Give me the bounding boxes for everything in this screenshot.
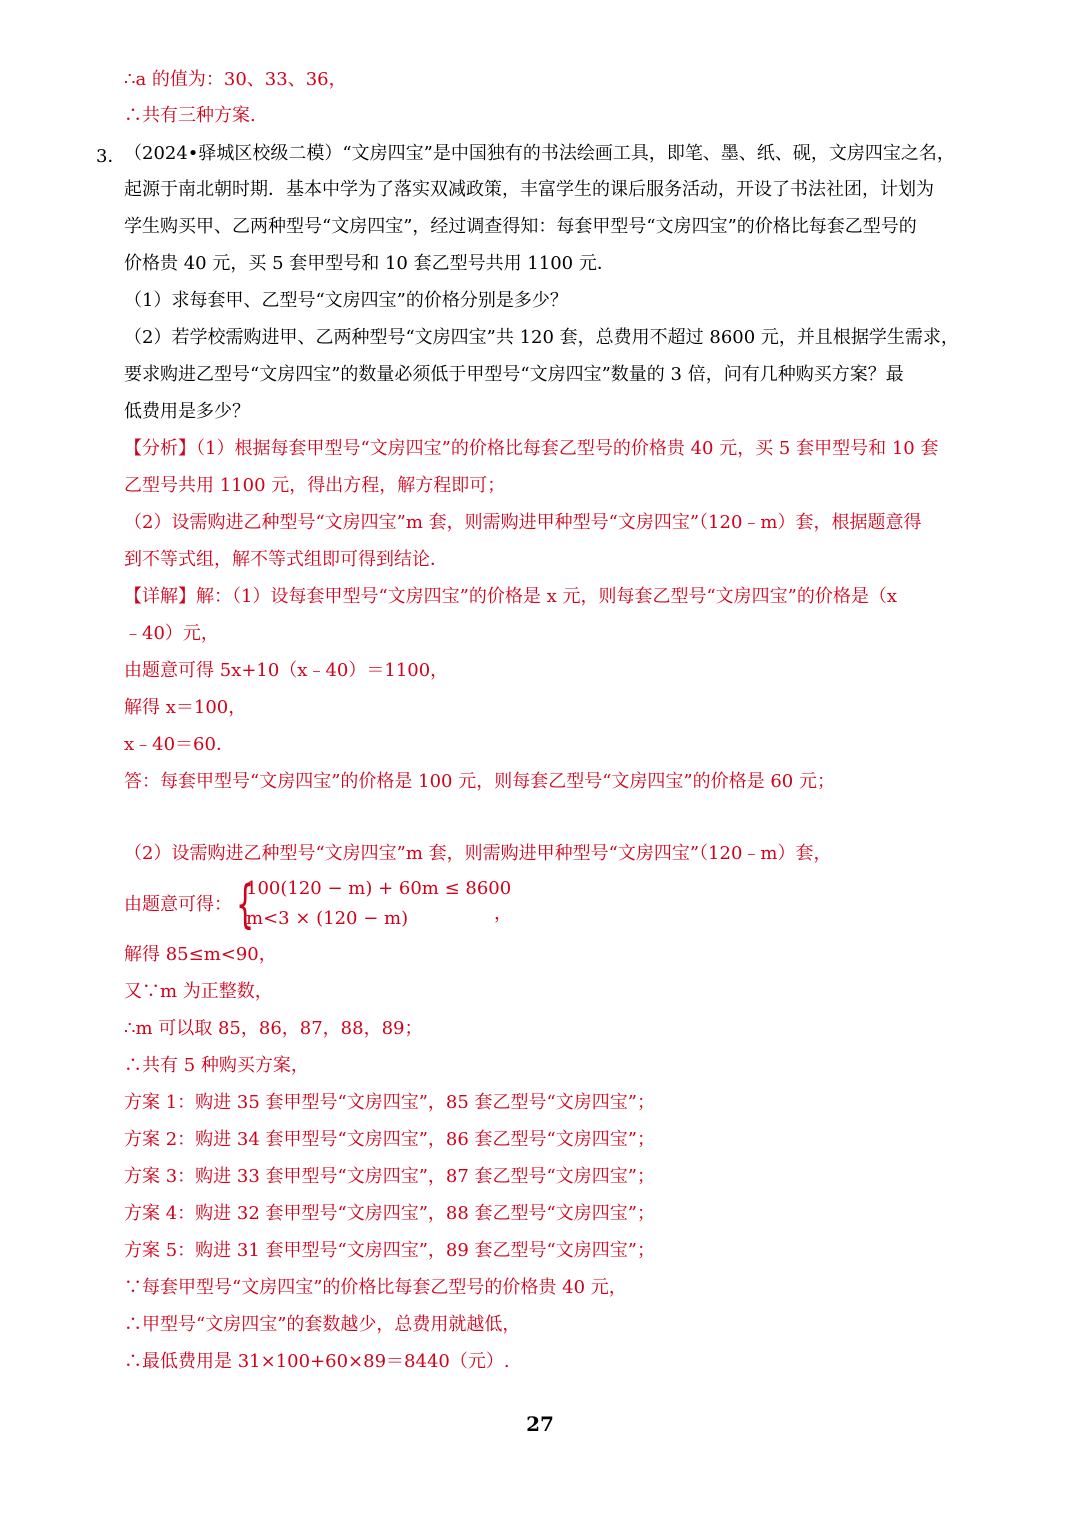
question-line: （1）求每套甲、乙型号“文房四宝”的价格分别是多少？: [124, 290, 568, 311]
system-comma: ，: [494, 903, 512, 924]
detail-tag: 【详解】: [124, 586, 196, 607]
question-line: 要求购进乙型号“文房四宝”的数量必须低于甲型号“文房四宝”数量的 3 倍，问有几种购买方案？最: [124, 364, 904, 385]
analysis-line: [124, 437, 938, 461]
detail-text: 解：（1）设每套甲型号“文房四宝”的价格是 x 元，则每套乙型号“文房四宝”的价格是（x: [196, 586, 898, 607]
conclusion-line: ∵每套甲型号“文房四宝”的价格比每套乙型号的价格贵 40 元，: [124, 1277, 627, 1298]
solution-line: ∴共有三种方案.: [124, 105, 256, 126]
answer-line: 答：每套甲型号“文房四宝”的价格是 100 元，则每套乙型号“文房四宝”的价格是 60 元；: [124, 771, 835, 792]
detail-line: 解得 x＝100，: [124, 697, 247, 718]
conclusion-line: ∴甲型号“文房四宝”的套数越少，总费用就越低，: [124, 1314, 521, 1335]
question-line: 价格贵 40 元，买 5 套甲型号和 10 套乙型号共用 1100 元．: [124, 253, 615, 274]
plan-line: 方案 2：购进 34 套甲型号“文房四宝”，86 套乙型号“文房四宝”；: [124, 1129, 655, 1150]
question-line: 低费用是多少？: [124, 401, 250, 422]
analysis-line: 到不等式组，解不等式组即可得到结论．: [124, 549, 448, 570]
analysis-tag: 【分析】: [124, 438, 196, 459]
solution-line: 解得 85≤m<90，: [124, 944, 277, 965]
plan-line: 方案 4：购进 32 套甲型号“文房四宝”，88 套乙型号“文房四宝”；: [124, 1203, 655, 1224]
system-label: 由题意可得：: [124, 894, 232, 915]
analysis-line: （2）设需购进乙种型号“文房四宝”m 套，则需购进甲种型号“文房四宝”（120﹣m）套，根据题意得: [124, 512, 922, 533]
inequality-1: 100(120 − m) + 60m ≤ 8600: [246, 878, 512, 899]
solution-line: ∴a 的值为：30、33、36，: [124, 69, 347, 90]
plan-line: 方案 1：购进 35 套甲型号“文房四宝”，85 套乙型号“文房四宝”；: [124, 1092, 655, 1113]
question-line: 起源于南北朝时期．基本中学为了落实双减政策，丰富学生的课后服务活动，开设了书法社团，计划为: [124, 179, 934, 200]
conclusion-line: ∴最低费用是 31×100+60×89＝8440（元）.: [124, 1351, 510, 1372]
solution-line: ∴m 可以取 85，86，87，88，89；: [124, 1018, 423, 1039]
detail-line: 由题意可得 5x+10（x﹣40）＝1100，: [124, 660, 449, 681]
solution-line: ∴共有 5 种购买方案，: [124, 1055, 309, 1076]
part2-line: （2）设需购进乙种型号“文房四宝”m 套，则需购进甲种型号“文房四宝”（120﹣m）套，: [124, 843, 832, 864]
plan-line: 方案 3：购进 33 套甲型号“文房四宝”，87 套乙型号“文房四宝”；: [124, 1166, 655, 1187]
analysis-line: 乙型号共用 1100 元，得出方程，解方程即可；: [124, 475, 506, 496]
question-line: （2）若学校需购进甲、乙两种型号“文房四宝”共 120 套，总费用不超过 8600 元，并且根据学生需求，: [124, 327, 959, 348]
detail-line: [124, 585, 897, 609]
question-line: 学生购买甲、乙两种型号“文房四宝”，经过调查得知：每套甲型号“文房四宝”的价格比每套乙型号的: [124, 216, 917, 237]
detail-line: x﹣40＝60．: [124, 734, 234, 755]
inequality-2: m<3 × (120 − m): [246, 908, 409, 929]
question-number: 3．: [96, 146, 126, 167]
solution-line: 又∵m 为正整数，: [124, 981, 273, 1002]
left-brace-icon: {: [236, 875, 255, 935]
analysis-text: （1）根据每套甲型号“文房四宝”的价格比每套乙型号的价格贵 40 元，买 5 套甲型号和 10 套: [196, 438, 939, 459]
question-line: （2024•驿城区校级二模）“文房四宝”是中国独有的书法绘画工具，即笔、墨、纸、砚，文房四宝之名，: [124, 143, 955, 164]
page-number: 27: [526, 1412, 554, 1436]
detail-line: ﹣40）元，: [124, 623, 219, 644]
plan-line: 方案 5：购进 31 套甲型号“文房四宝”，89 套乙型号“文房四宝”；: [124, 1240, 655, 1261]
